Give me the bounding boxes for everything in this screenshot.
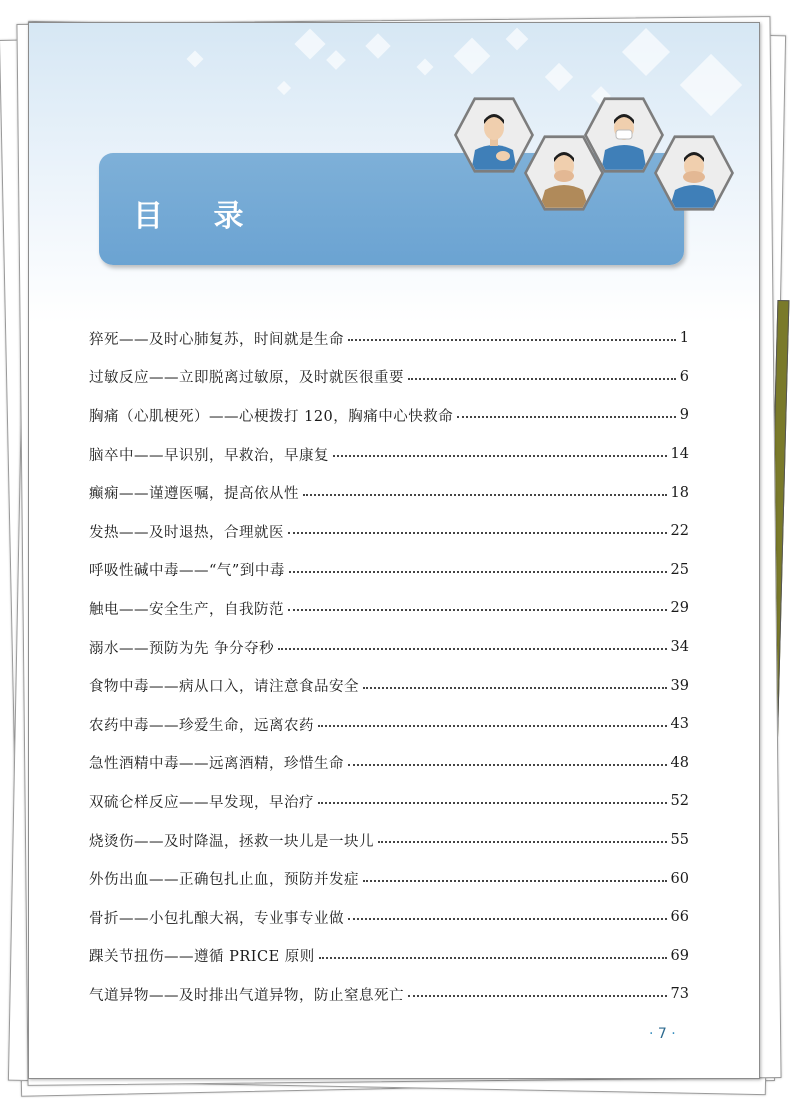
dot-leader [318, 802, 667, 804]
toc-entry-page: 25 [670, 561, 689, 578]
toc-entry-title: 气道异物——及时排出气道异物，防止窒息死亡 [89, 987, 404, 1004]
toc-entry[interactable] [89, 358, 689, 397]
toc-entry-page: 6 [679, 368, 689, 385]
page-number-value: 7 [657, 1026, 667, 1042]
decor-diamond [506, 28, 529, 51]
toc-entry[interactable] [89, 319, 689, 358]
dot-leader [363, 687, 667, 689]
decor-diamond [545, 63, 573, 91]
toc-entry-title: 呼吸性碱中毒——“气”到中毒 [89, 563, 285, 580]
toc-entry[interactable] [89, 396, 689, 435]
page-title: 目 录 [133, 199, 264, 234]
toc-page [28, 22, 760, 1079]
toc-entry-page: 69 [670, 947, 689, 964]
toc-entry-title: 双硫仑样反应——早发现，早治疗 [89, 794, 314, 811]
dot-leader [333, 455, 667, 457]
toc-entry-page: 66 [670, 909, 689, 926]
page-number-dot: · [671, 1026, 676, 1042]
toc-entry-title: 食物中毒——病从口入，请注意食品安全 [89, 679, 359, 696]
toc-entry-title: 脑卒中——早识别，早救治，早康复 [89, 447, 329, 464]
dot-leader [457, 416, 675, 418]
toc-entry[interactable] [89, 705, 689, 744]
dot-leader [408, 995, 667, 997]
toc-entry-title: 烧烫伤——及时降温，拯救一块儿是一块儿 [89, 833, 374, 850]
toc-entry-page: 48 [670, 754, 689, 771]
toc-entry[interactable] [89, 975, 689, 1014]
decor-diamond [622, 28, 670, 76]
toc-entry-page: 9 [679, 407, 689, 424]
toc-entry-title: 胸痛（心肌梗死）——心梗拨打 120，胸痛中心快救命 [89, 408, 454, 425]
toc-entry-title: 癫痫——谨遵医嘱，提高依从性 [89, 486, 299, 503]
toc-entry-title: 骨折——小包扎酿大祸，专业事专业做 [89, 910, 344, 927]
toc-entry[interactable] [89, 551, 689, 590]
decor-diamond [277, 81, 291, 95]
toc-entry[interactable] [89, 666, 689, 705]
toc-entry-page: 43 [670, 716, 689, 733]
dot-leader [348, 764, 667, 766]
dot-leader [318, 725, 667, 727]
toc-entry-page: 18 [670, 484, 689, 501]
decor-diamond [454, 38, 491, 75]
toc-entry[interactable] [89, 782, 689, 821]
toc-entry[interactable] [89, 859, 689, 898]
toc-entry-title: 急性酒精中毒——远离酒精，珍惜生命 [89, 756, 344, 773]
toc-entry-title: 发热——及时退热，合理就医 [89, 524, 284, 541]
dot-leader [378, 841, 667, 843]
toc-entry[interactable] [89, 937, 689, 976]
page-number-dot: · [649, 1026, 654, 1042]
toc-entry[interactable] [89, 821, 689, 860]
toc-entry-page: 1 [679, 330, 689, 347]
dot-leader [408, 378, 676, 380]
toc-entry[interactable] [89, 628, 689, 667]
toc-entry[interactable] [89, 473, 689, 512]
toc-entry-page: 34 [670, 639, 689, 656]
toc-entry-page: 55 [670, 832, 689, 849]
decor-diamond [187, 51, 204, 68]
toc-entry[interactable] [89, 898, 689, 937]
toc-entry[interactable] [89, 435, 689, 474]
toc-entry[interactable] [89, 589, 689, 628]
toc-entry-title: 外伤出血——正确包扎止血，预防并发症 [89, 872, 359, 889]
toc-entry-page: 14 [670, 446, 689, 463]
table-of-contents [89, 319, 689, 1014]
dot-leader [303, 494, 667, 496]
dot-leader [289, 571, 667, 573]
toc-entry-title: 触电——安全生产，自我防范 [89, 601, 284, 618]
toc-entry-title: 过敏反应——立即脱离过敏原，及时就医很重要 [89, 370, 404, 387]
decor-diamond [294, 28, 325, 59]
toc-entry-page: 52 [670, 793, 689, 810]
dot-leader [348, 918, 667, 920]
dot-leader [348, 339, 676, 341]
toc-entry[interactable] [89, 512, 689, 551]
decor-diamond [680, 54, 742, 116]
decor-diamond [417, 59, 434, 76]
toc-entry-title: 溺水——预防为先 争分夺秒 [89, 640, 275, 657]
dot-leader [319, 957, 667, 959]
toc-entry-page: 22 [670, 523, 689, 540]
toc-entry-page: 29 [670, 600, 689, 617]
toc-entry[interactable] [89, 744, 689, 783]
page-number [649, 1026, 676, 1042]
dot-leader [288, 532, 667, 534]
dot-leader [363, 880, 667, 882]
toc-entry-title: 农药中毒——珍爱生命，远离农药 [89, 717, 314, 734]
dot-leader [278, 648, 666, 650]
toc-entry-title: 踝关节扭伤——遵循 PRICE 原则 [89, 949, 315, 966]
decor-diamond [365, 33, 390, 58]
decor-diamond [326, 50, 346, 70]
toc-entry-page: 73 [670, 986, 689, 1003]
toc-entry-title: 猝死——及时心肺复苏，时间就是生命 [89, 331, 344, 348]
toc-entry-page: 39 [670, 677, 689, 694]
dot-leader [288, 609, 667, 611]
toc-entry-page: 60 [670, 870, 689, 887]
